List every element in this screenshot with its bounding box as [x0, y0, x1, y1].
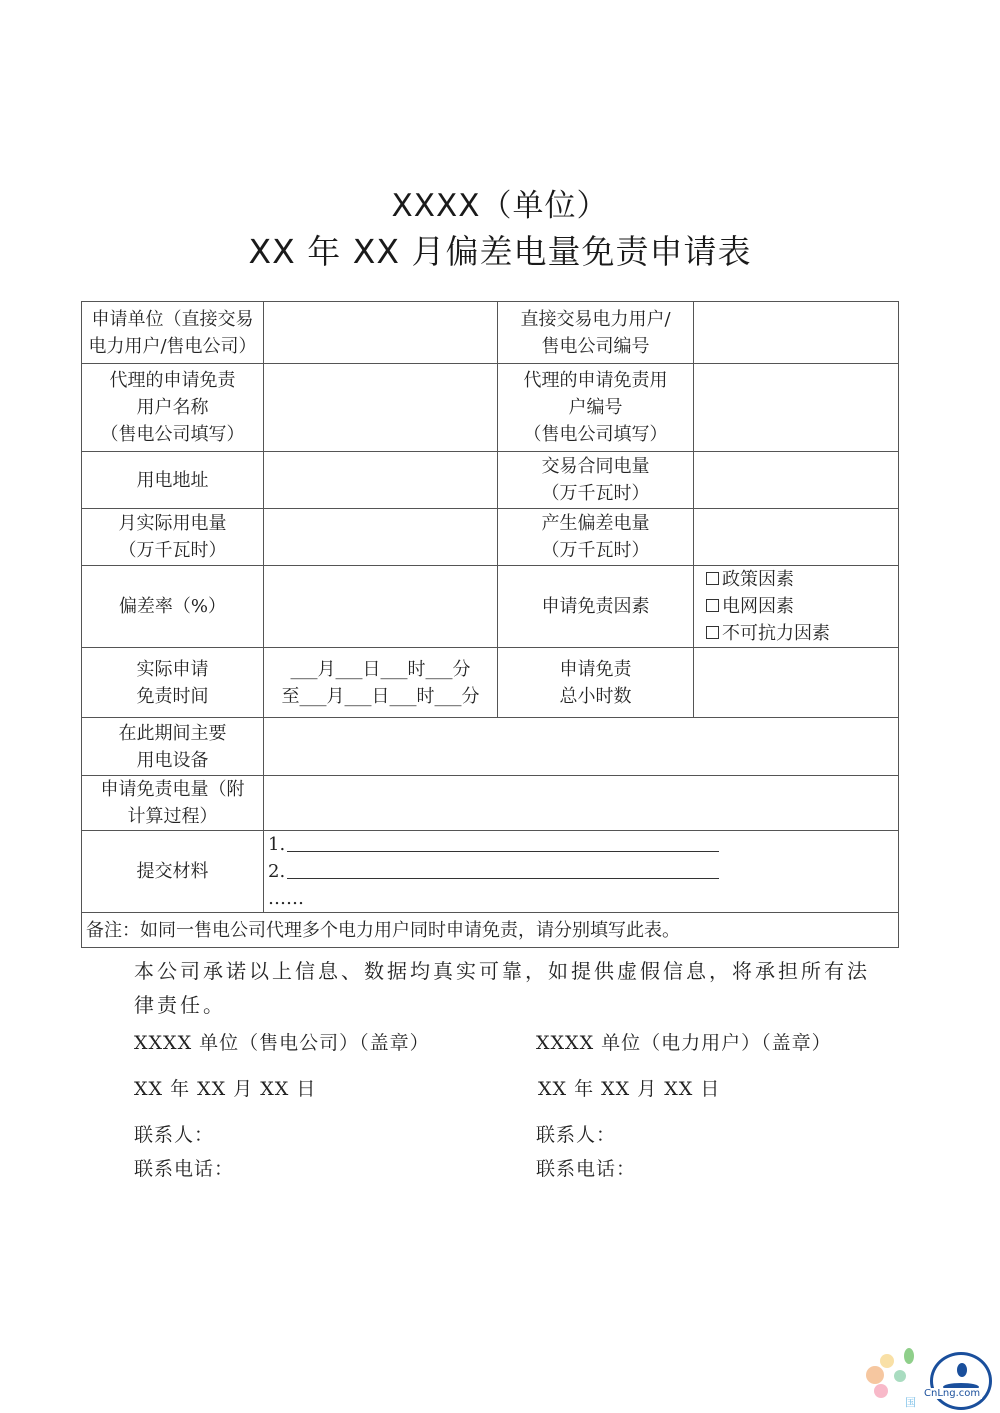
material-line-2[interactable]: 2. [268, 858, 894, 885]
water-drop-icon [930, 1352, 992, 1410]
label-total-hours: 申请免责 总小时数 [498, 648, 694, 718]
page-title-unit: XXXX（单位） [391, 188, 609, 224]
sign-right-contact: 联系人： [536, 1124, 617, 1146]
field-address[interactable] [264, 452, 498, 509]
time-start: ___月___日___时___分 [290, 658, 471, 680]
checkbox-icon[interactable] [706, 626, 719, 639]
field-applicant-unit[interactable] [264, 302, 498, 364]
form-row-agent-user [82, 364, 899, 452]
field-materials [264, 831, 899, 913]
option-force-majeure[interactable]: 不可抗力因素 [698, 620, 894, 647]
remark-note: 备注：如同一售电公司代理多个电力用户同时申请免责，请分别填写此表。 [82, 913, 899, 948]
field-deviation-volume[interactable] [694, 509, 899, 566]
label-exemption-time: 实际申请 免责时间 [82, 648, 264, 718]
watermark-brand: CnLng.com [924, 1388, 981, 1399]
option-grid[interactable]: 电网因素 [698, 593, 894, 620]
watermark-cn-text: 国 [905, 1396, 916, 1409]
checkbox-icon[interactable] [706, 572, 719, 585]
label-address: 用电地址 [82, 452, 264, 509]
form-row-equipment [82, 718, 899, 776]
time-end: 至___月___日___时___分 [281, 685, 480, 707]
field-applicant-code[interactable] [694, 302, 899, 364]
form-row-materials [82, 831, 899, 913]
label-contract-volume: 交易合同电量 （万千瓦时） [498, 452, 694, 509]
checkbox-icon[interactable] [706, 599, 719, 612]
exemption-factor-options [694, 566, 899, 648]
material-line-1[interactable]: 1. [268, 831, 894, 858]
form-row-address [82, 452, 899, 509]
label-agent-user-code: 代理的申请免责用 户编号 （售电公司填写） [498, 364, 694, 452]
field-contract-volume[interactable] [694, 452, 899, 509]
sign-right-unit: XXXX 单位（电力用户）（盖章） [536, 1032, 832, 1054]
form-row-actual-usage [82, 509, 899, 566]
sign-left-contact: 联系人： [134, 1124, 215, 1146]
field-agent-user-code[interactable] [694, 364, 899, 452]
application-form-table [81, 301, 899, 948]
label-applicant-unit: 申请单位（直接交易 电力用户/售电公司） [82, 302, 264, 364]
field-total-hours[interactable] [694, 648, 899, 718]
form-row-exemption-time [82, 648, 899, 718]
watermark-logo [860, 1340, 1000, 1413]
label-agent-user-name: 代理的申请免责 用户名称 （售电公司填写） [82, 364, 264, 452]
field-exemption-time[interactable] [264, 648, 498, 718]
page-title-form: XX 年 XX 月偏差电量免责申请表 [248, 232, 752, 271]
label-exemption-factors: 申请免责因素 [498, 566, 694, 648]
label-main-equipment: 在此期间主要 用电设备 [82, 718, 264, 776]
label-applicant-code: 直接交易电力用户/ 售电公司编号 [498, 302, 694, 364]
field-deviation-rate[interactable] [264, 566, 498, 648]
sign-left-unit: XXXX 单位（售电公司）（盖章） [134, 1032, 430, 1054]
field-exempt-volume[interactable] [264, 776, 899, 831]
form-row-remark [82, 913, 899, 948]
sign-right-date: XX 年 XX 月 XX 日 [538, 1078, 721, 1100]
field-actual-usage[interactable] [264, 509, 498, 566]
pledge-statement: 本公司承诺以上信息、数据均真实可靠，如提供虚假信息，将承担所有法 律责任。 [134, 959, 870, 1017]
label-deviation-rate: 偏差率（%） [82, 566, 264, 648]
field-agent-user-name[interactable] [264, 364, 498, 452]
label-actual-usage: 月实际用电量 （万千瓦时） [82, 509, 264, 566]
label-deviation-volume: 产生偏差电量 （万千瓦时） [498, 509, 694, 566]
option-policy[interactable]: 政策因素 [698, 566, 894, 593]
form-row-exempt-volume [82, 776, 899, 831]
sign-left-date: XX 年 XX 月 XX 日 [134, 1078, 317, 1100]
label-exempt-volume: 申请免责电量（附 计算过程） [82, 776, 264, 831]
field-main-equipment[interactable] [264, 718, 899, 776]
material-more: …… [268, 888, 304, 909]
form-row-applicant [82, 302, 899, 364]
sign-right-phone: 联系电话： [536, 1158, 637, 1180]
form-row-deviation-rate [82, 566, 899, 648]
sign-left-phone: 联系电话： [134, 1158, 235, 1180]
label-materials: 提交材料 [82, 831, 264, 913]
